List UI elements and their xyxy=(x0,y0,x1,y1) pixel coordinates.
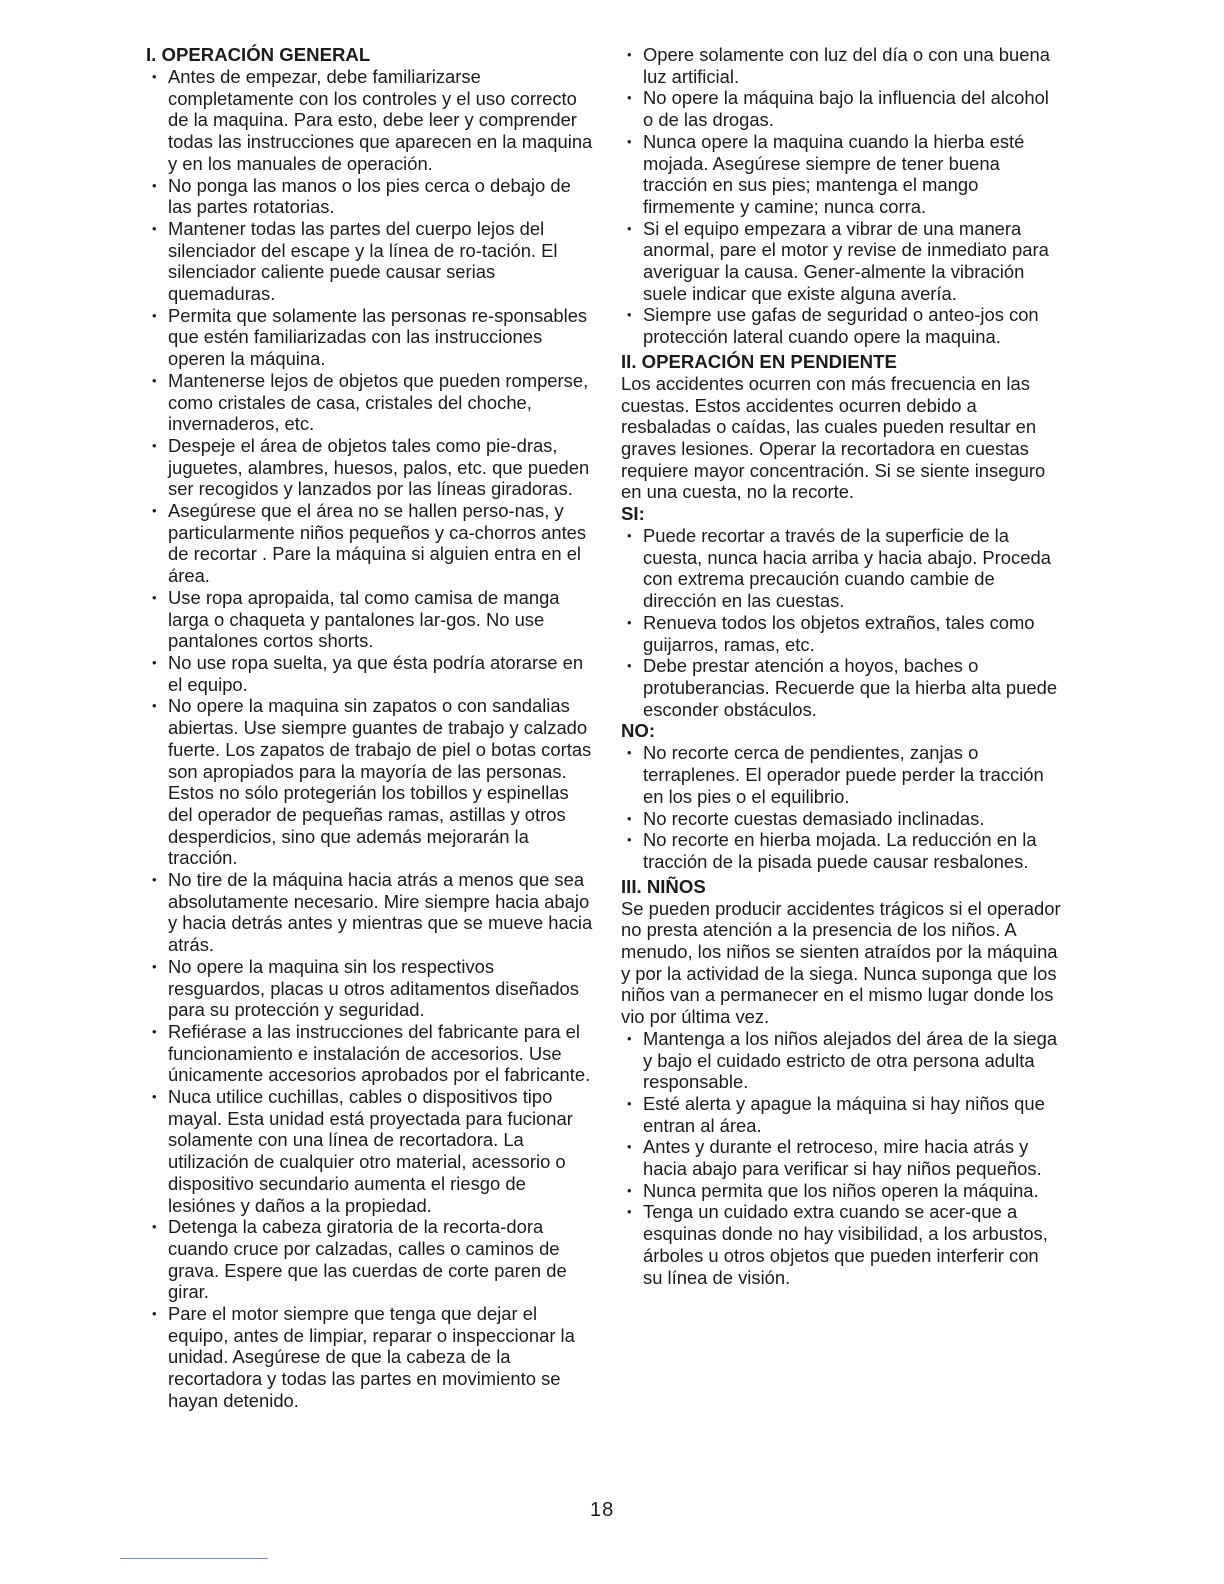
section-slope-title: II. OPERACIÓN EN PENDIENTE xyxy=(621,350,897,372)
list-item: • Puede recortar a través de la superficie de la cuesta, nunca hacia arriba y hacia abajo. Proceda con extrema precaución cuando cambie de dirección en las cuestas. xyxy=(621,525,1061,612)
list-item: • Mantener todas las partes del cuerpo lejos del silenciador del escape y la línea de ro-tación. El silenciador caliente puede causar serias quemaduras. xyxy=(146,218,594,305)
list-item: • Nuca utilice cuchillas, cables o dispositivos tipo mayal. Esta unidad está proyectada para fucionar solamente con una línea de recortadora. La utilización de cualquier otro material, acessorio o dispositivo secundario aumenta el riesgo de lesiónes y daños a la propiedad. xyxy=(146,1086,594,1216)
list-item: • No recorte cuestas demasiado inclinadas. xyxy=(621,808,1061,830)
list-item: • Refiérase a las instrucciones del fabricante para el funcionamiento e instalación de accesorios. Use únicamente accesorios aprobados por el fabricante. xyxy=(146,1021,594,1086)
list-item: • Renueva todos los objetos extraños, tales como guijarros, ramas, etc. xyxy=(621,612,1061,655)
list-item: • Mantenerse lejos de objetos que pueden romperse, como cristales de casa, cristales del choche, invernaderos, etc. xyxy=(146,370,594,435)
list-item: • Mantenga a los niños alejados del área de la siega y bajo el cuidado estricto de otra persona adulta responsable. xyxy=(621,1028,1061,1093)
list-item: • Detenga la cabeza giratoria de la recorta-dora cuando cruce por calzadas, calles o caminos de grava. Espere que las cuerdas de corte paren de girar. xyxy=(146,1216,594,1303)
list-item: • Tenga un cuidado extra cuando se acer-que a esquinas donde no hay visibilidad, a los arbustos, árboles u otros objetos que pueden interferir con su línea de visión. xyxy=(621,1201,1061,1288)
list-item: • No recorte en hierba mojada. La reducción en la tracción de la pisada puede causar resbalones. xyxy=(621,829,1061,872)
page-number: 18 xyxy=(590,1499,615,1521)
left-column xyxy=(146,44,594,1412)
list-item: • No recorte cerca de pendientes, zanjas o terraplenes. El operador puede perder la tracción en los pies o el equilibrio. xyxy=(621,742,1061,807)
list-item: • No tire de la máquina hacia atrás a menos que sea absolutamente necesario. Mire siempre hacia abajo y hacia detrás antes y mientras que se mueve hacia atrás. xyxy=(146,869,594,956)
general-bullet-list-continued xyxy=(621,44,1061,348)
list-item: • Debe prestar atención a hoyos, baches o protuberancias. Recuerde que la hierba alta puede esconder obstáculos. xyxy=(621,655,1061,720)
list-item: • Siempre use gafas de seguridad o anteo-jos con protección lateral cuando opere la maquina. xyxy=(621,304,1061,347)
list-item: • No opere la máquina bajo la influencia del alcohol o de las drogas. xyxy=(621,87,1061,130)
section-children-intro: Se pueden producir accidentes trágicos si el operador no presta atención a la presencia de los niños. A menudo, los niños se sienten atraídos por la máquina y por la actividad de la siega. Nunca suponga que los niños van a permanecer en el mismo lugar donde los vio por última vez. xyxy=(621,897,1061,1028)
no-bullet-list xyxy=(621,742,1061,872)
section-children-title: III. NIÑOS xyxy=(621,875,706,897)
list-item: • No opere la maquina sin zapatos o con sandalias abiertas. Use siempre guantes de trabajo y calzado fuerte. Los zapatos de trabajo de piel o botas cortas son apropiados para la mayoría de las personas. Estos no sólo protegerián los tobillos y espinellas del operador de pequeñas ramas, astillas y otros desperdicios, sino que además mejorarán la tracción. xyxy=(146,695,594,869)
no-label: NO: xyxy=(621,720,656,742)
list-item: • Asegúrese que el área no se hallen perso-nas, y particularmente niños pequeños y ca-chorros antes de recortar . Pare la máquina si alguien entra en el área. xyxy=(146,500,594,587)
list-item: • No opere la maquina sin los respectivos resguardos, placas u otros aditamentos diseñados para su protección y seguridad. xyxy=(146,956,594,1021)
list-item: • Nunca permita que los niños operen la máquina. xyxy=(621,1180,1061,1202)
list-item: • Despeje el área de objetos tales como pie-dras, juguetes, alambres, huesos, palos, etc. que pueden ser recogidos y lanzados por las líneas giradoras. xyxy=(146,435,594,500)
section-slope-intro: Los accidentes ocurren con más frecuencia en las cuestas. Estos accidentes ocurren debido a resbaladas o caídas, las cuales pueden resultar en graves lesiones. Operar la recortadora en cuestas requiere mayor concentración. Si se siente inseguro en una cuesta, no la recorte. xyxy=(621,372,1046,503)
list-item: • No use ropa suelta, ya que ésta podría atorarse en el equipo. xyxy=(146,652,594,695)
si-label: SI: xyxy=(621,503,645,525)
list-item: • Opere solamente con luz del día o con una buena luz artificial. xyxy=(621,44,1061,87)
list-item: • Pare el motor siempre que tenga que dejar el equipo, antes de limpiar, reparar o inspeccionar la unidad. Asegúrese de que la cabeza de la recortadora y todas las partes en movimiento se hayan detenido. xyxy=(146,1303,594,1412)
section-general-title: I. OPERACIÓN GENERAL xyxy=(146,44,371,65)
list-item: • Antes de empezar, debe familiarizarse completamente con los controles y el uso correcto de la maquina. Para esto, debe leer y comprender todas las instrucciones que aparecen en la maquina y en los manuales de operación. xyxy=(146,66,594,175)
list-item: • No ponga las manos o los pies cerca o debajo de las partes rotatorias. xyxy=(146,175,594,218)
list-item: • Nunca opere la maquina cuando la hierba esté mojada. Asegúrese siempre de tener buena tracción en sus pies; mantenga el mango firmemente y camine; nunca corra. xyxy=(621,131,1061,218)
bottom-divider xyxy=(120,1558,268,1559)
si-bullet-list xyxy=(621,525,1061,720)
list-item: • Antes y durante el retroceso, mire hacia atrás y hacia abajo para verificar si hay niños pequeños. xyxy=(621,1136,1061,1179)
right-column xyxy=(621,44,1061,1288)
list-item: • Permita que solamente las personas re-sponsables que estén familiarizadas con las instrucciones operen la máquina. xyxy=(146,305,594,370)
children-bullet-list xyxy=(621,1028,1061,1288)
list-item: • Si el equipo empezara a vibrar de una manera anormal, pare el motor y revise de inmediato para averiguar la causa. Gener-almente la vibración suele indicar que existe alguna avería. xyxy=(621,218,1061,305)
general-bullet-list xyxy=(146,66,594,1412)
list-item: • Esté alerta y apague la máquina si hay niños que entran al área. xyxy=(621,1093,1061,1136)
list-item: • Use ropa apropaida, tal como camisa de manga larga o chaqueta y pantalones lar-gos. No use pantalones cortos shorts. xyxy=(146,587,594,652)
